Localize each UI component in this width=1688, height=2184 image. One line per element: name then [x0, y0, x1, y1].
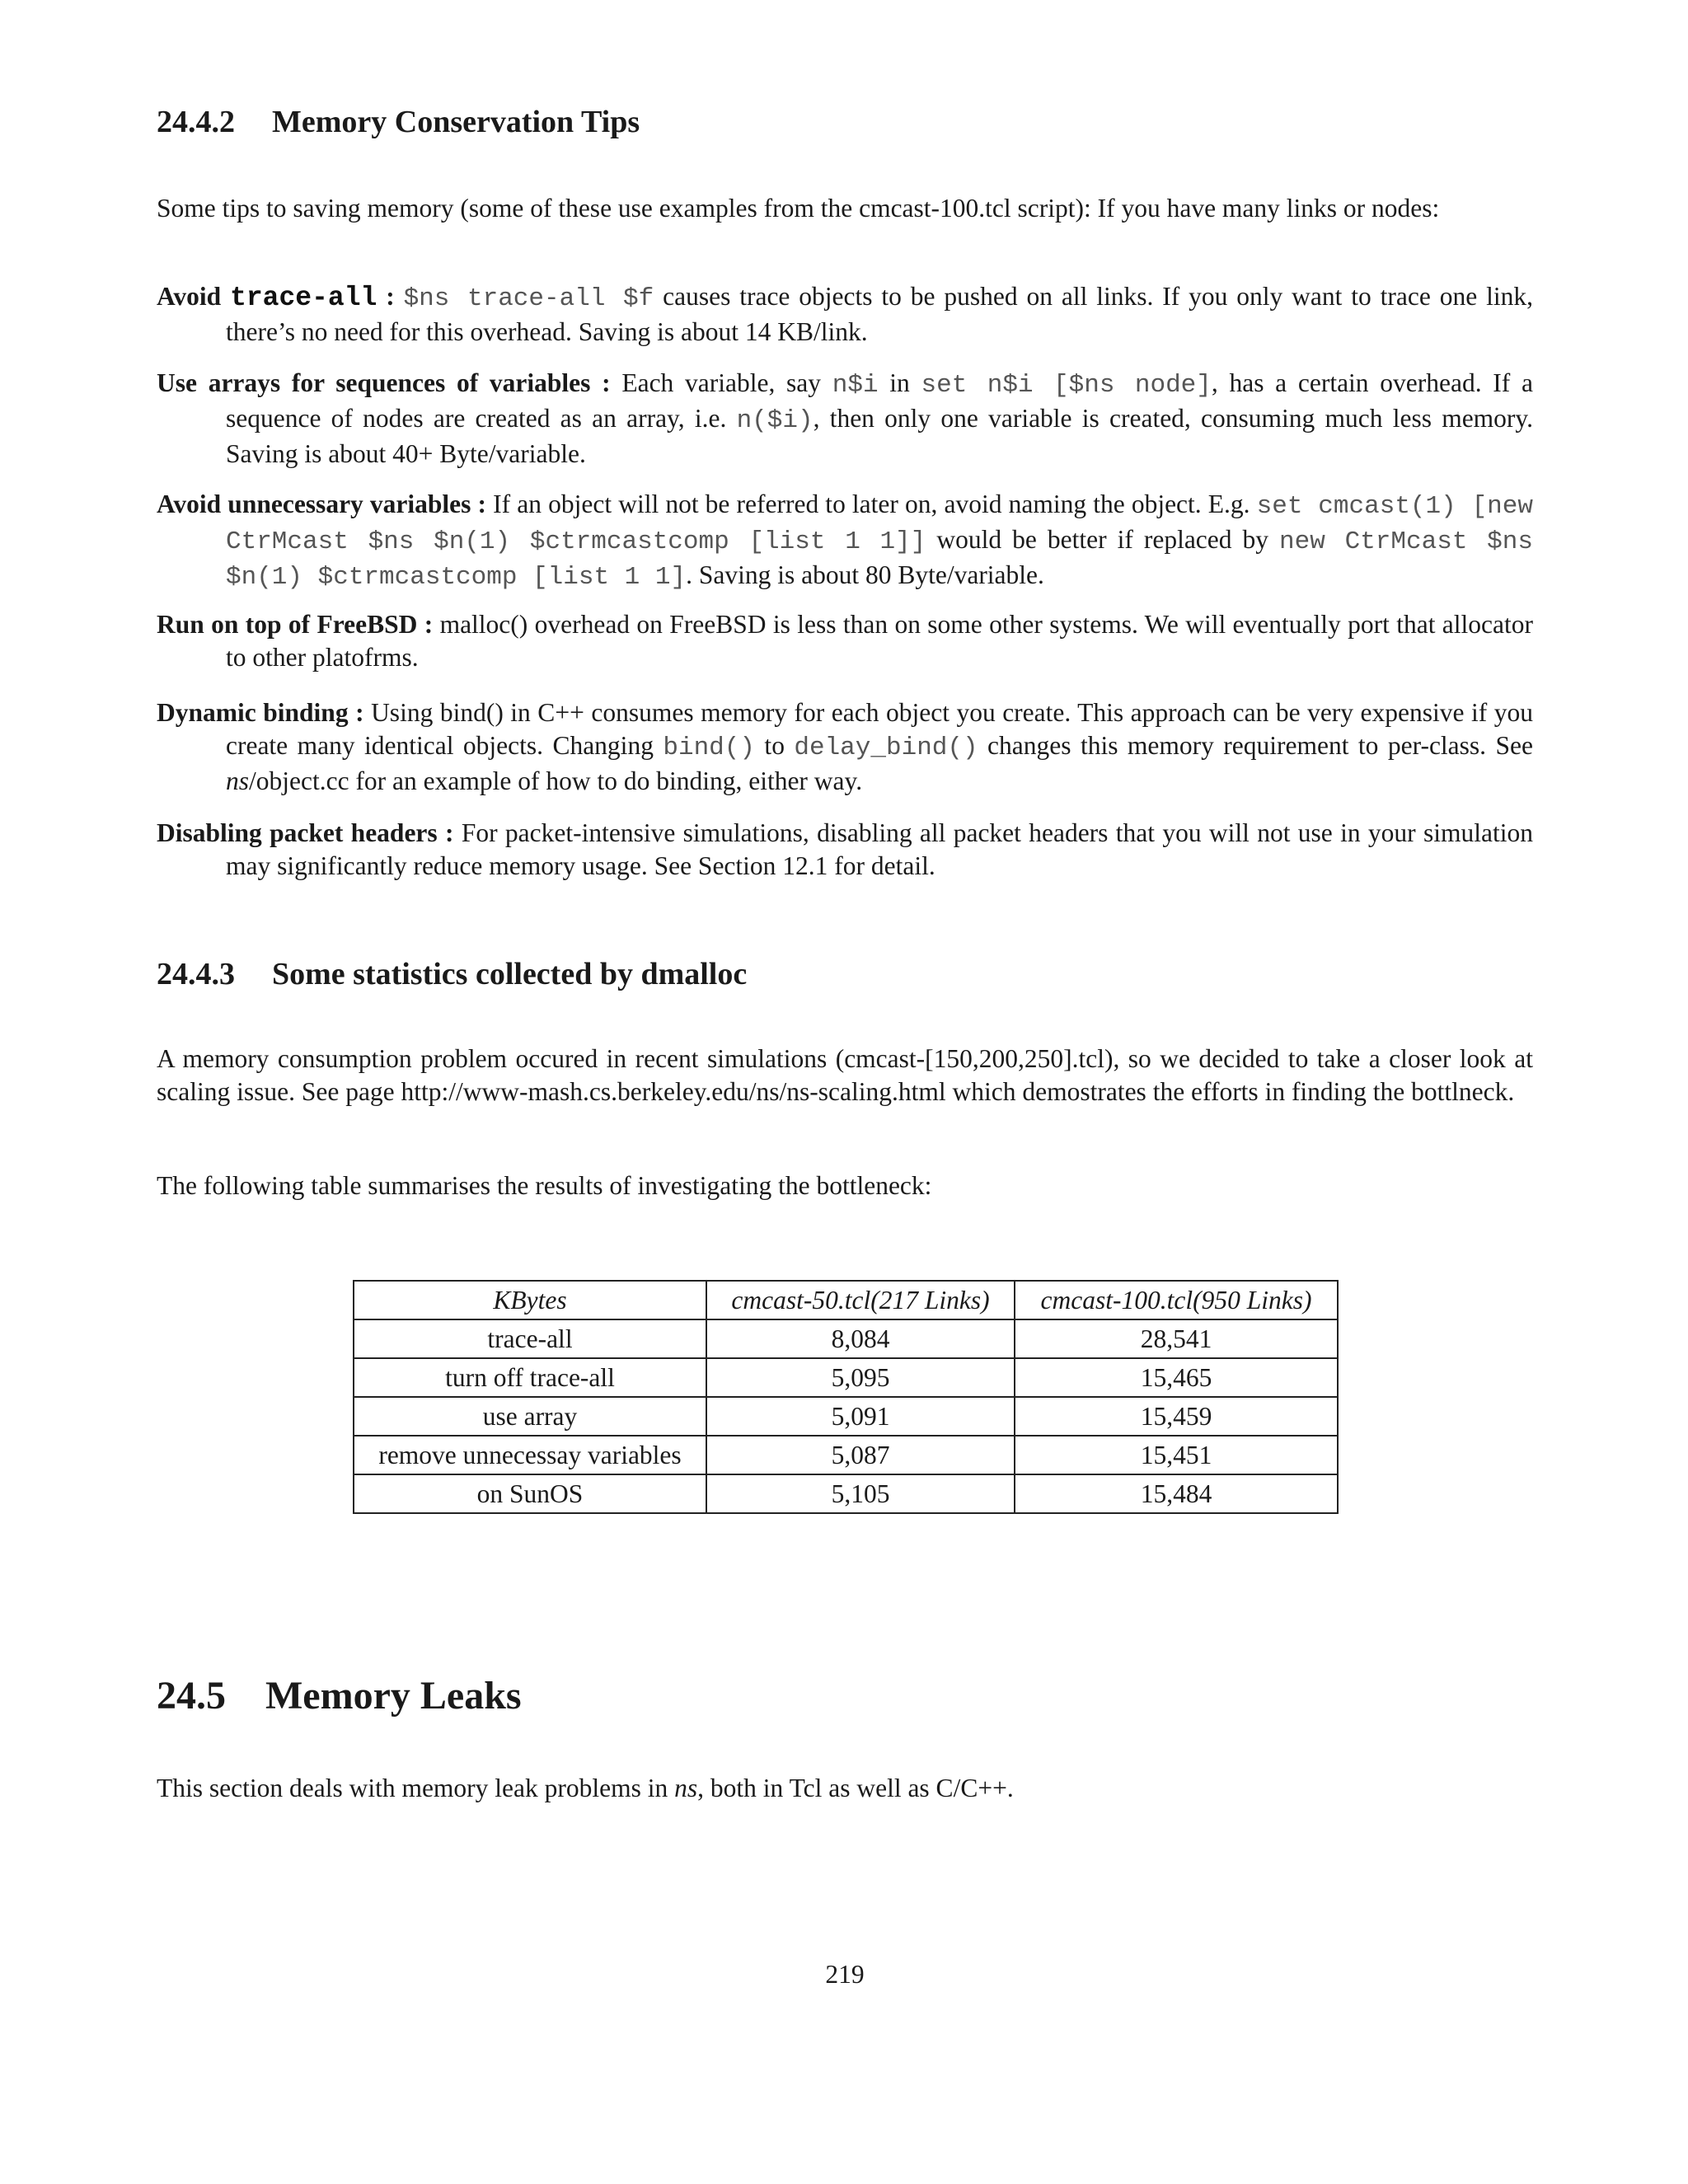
paragraph-text: This section deals with memory leak problems in — [157, 1774, 675, 1802]
table-cell: 15,459 — [1015, 1397, 1338, 1436]
section-title: Some statistics collected by dmalloc — [272, 957, 748, 991]
table-cell: trace-all — [354, 1319, 706, 1358]
memory-statistics-table — [353, 1280, 1339, 1514]
table-intro-paragraph: The following table summarises the results of investigating the bottleneck: — [157, 1171, 932, 1200]
tip-body: changes this memory requirement to per-class. See — [978, 731, 1533, 760]
italic-ns: ns — [674, 1774, 698, 1802]
tip-term: Dynamic binding : — [157, 698, 364, 727]
tip-use-arrays — [157, 367, 1533, 471]
table-header-cell: cmcast-50.tcl(217 Links) — [706, 1281, 1015, 1319]
tip-body: . Saving is about 80 Byte/variable. — [686, 560, 1044, 589]
page-number: 219 — [825, 1960, 865, 1989]
tip-body: to — [755, 731, 795, 760]
memory-leaks-paragraph — [157, 1772, 1533, 1805]
table-row — [354, 1436, 1338, 1474]
table-cell: 5,105 — [706, 1474, 1015, 1513]
inline-code: n$i — [832, 371, 879, 400]
table-cell: 8,084 — [706, 1319, 1015, 1358]
table-row — [354, 1397, 1338, 1436]
inline-code: n($i) — [736, 406, 814, 435]
scaling-paragraph: A memory consumption problem occured in recent simulations (cmcast-[150,200,250].tcl), so we decided to take a closer look at scaling issue. See page http://www-mash.cs.berkeley.edu/ns/ns-scaling.html which demostrates the efforts in finding the bottlneck. — [157, 1044, 1533, 1106]
tip-dynamic-binding — [157, 696, 1533, 798]
table-cell: 5,095 — [706, 1358, 1015, 1397]
term-prefix: Avoid — [157, 282, 231, 311]
table-cell: on SunOS — [354, 1474, 706, 1513]
section-number: 24.4.3 — [157, 957, 235, 991]
tip-body: /object.cc for an example of how to do binding, either way. — [249, 766, 863, 795]
table-row — [354, 1474, 1338, 1513]
paragraph-text: , both in Tcl as well as C/C++. — [697, 1774, 1014, 1802]
tip-body: For packet-intensive simulations, disabling all packet headers that you will not use in your simulation may significantly reduce memory usage. See Section 12.1 for detail. — [226, 818, 1533, 880]
table-cell: 5,091 — [706, 1397, 1015, 1436]
tip-body: Each variable, say — [610, 368, 832, 397]
intro-paragraph: Some tips to saving memory (some of these use examples from the cmcast-100.tcl script): If you have many links or nodes: — [157, 194, 1440, 223]
inline-code: $ns trace-all $f — [403, 284, 654, 313]
table-cell: 5,087 — [706, 1436, 1015, 1474]
section-number: 24.5 — [157, 1674, 226, 1718]
tip-run-on-freebsd — [157, 608, 1533, 674]
tip-disabling-packet-headers — [157, 817, 1533, 883]
inline-code: set n$i [$ns node] — [921, 371, 1212, 400]
inline-code: bind() — [663, 733, 755, 762]
tip-text — [157, 817, 1533, 883]
table-cell: use array — [354, 1397, 706, 1436]
tip-term: Disabling packet headers : — [157, 818, 454, 847]
tip-text — [157, 488, 1533, 594]
table-cell: 28,541 — [1015, 1319, 1338, 1358]
tip-text — [157, 608, 1533, 674]
tip-body: , has a certain overhead. If a sequence of nodes are created as an array, i.e. — [226, 368, 1533, 433]
section-heading-24-5 — [157, 1673, 522, 1718]
tip-term — [157, 282, 395, 311]
section-number: 24.4.2 — [157, 105, 235, 139]
italic-ns: ns — [226, 766, 250, 795]
section-title: Memory Leaks — [265, 1674, 522, 1718]
tip-text — [157, 367, 1533, 471]
table-cell: 15,484 — [1015, 1474, 1338, 1513]
section-title: Memory Conservation Tips — [272, 105, 640, 139]
inline-code: delay_bind() — [794, 733, 978, 762]
table-header-cell: KBytes — [354, 1281, 706, 1319]
tip-body: in — [878, 368, 921, 397]
inline-code: new CtrMcast $ns $n(1) $ctrmcastcomp [list 1 1] — [226, 527, 1533, 592]
table-cell: remove unnecessay variables — [354, 1436, 706, 1474]
tip-term: Avoid unnecessary variables : — [157, 490, 487, 518]
tip-body: , then only one variable is created, consuming much less memory. Saving is about 40+ Byte/variable. — [226, 404, 1533, 468]
tip-text — [157, 696, 1533, 798]
table-header-row — [354, 1281, 1338, 1319]
table-header-cell: cmcast-100.tcl(950 Links) — [1015, 1281, 1338, 1319]
table-cell: 15,465 — [1015, 1358, 1338, 1397]
tip-body: causes trace objects to be pushed on all links. If you only want to trace one link, there’s no need for this overhead. Saving is about 14 KB/link. — [226, 282, 1533, 346]
tip-body: malloc() overhead on FreeBSD is less than on some other systems. We will eventually port that allocator to other platofrms. — [226, 610, 1533, 672]
tip-term: Use arrays for sequences of variables : — [157, 368, 611, 397]
tip-body: would be better if replaced by — [926, 525, 1280, 554]
tip-body: Using bind() in C++ consumes memory for each object you create. This approach can be very expensive if you create many identical objects. Changing — [226, 698, 1533, 760]
tip-body: If an object will not be referred to later on, avoid naming the object. E.g. — [486, 490, 1257, 518]
tip-avoid-unnecessary-variables — [157, 488, 1533, 594]
table-cell: turn off trace-all — [354, 1358, 706, 1397]
table-cell: 15,451 — [1015, 1436, 1338, 1474]
term-code: trace-all — [230, 283, 377, 313]
table-row — [354, 1358, 1338, 1397]
tip-avoid-trace-all — [157, 280, 1533, 349]
tip-text — [157, 280, 1533, 349]
tip-term: Run on top of FreeBSD : — [157, 610, 434, 639]
term-suffix: : — [377, 282, 395, 311]
inline-code: set cmcast(1) [new CtrMcast $ns $n(1) $ctrmcastcomp [list 1 1]] — [226, 492, 1533, 556]
table-row — [354, 1319, 1338, 1358]
section-heading-24-4-2 — [157, 104, 640, 140]
section-heading-24-4-3 — [157, 956, 747, 992]
